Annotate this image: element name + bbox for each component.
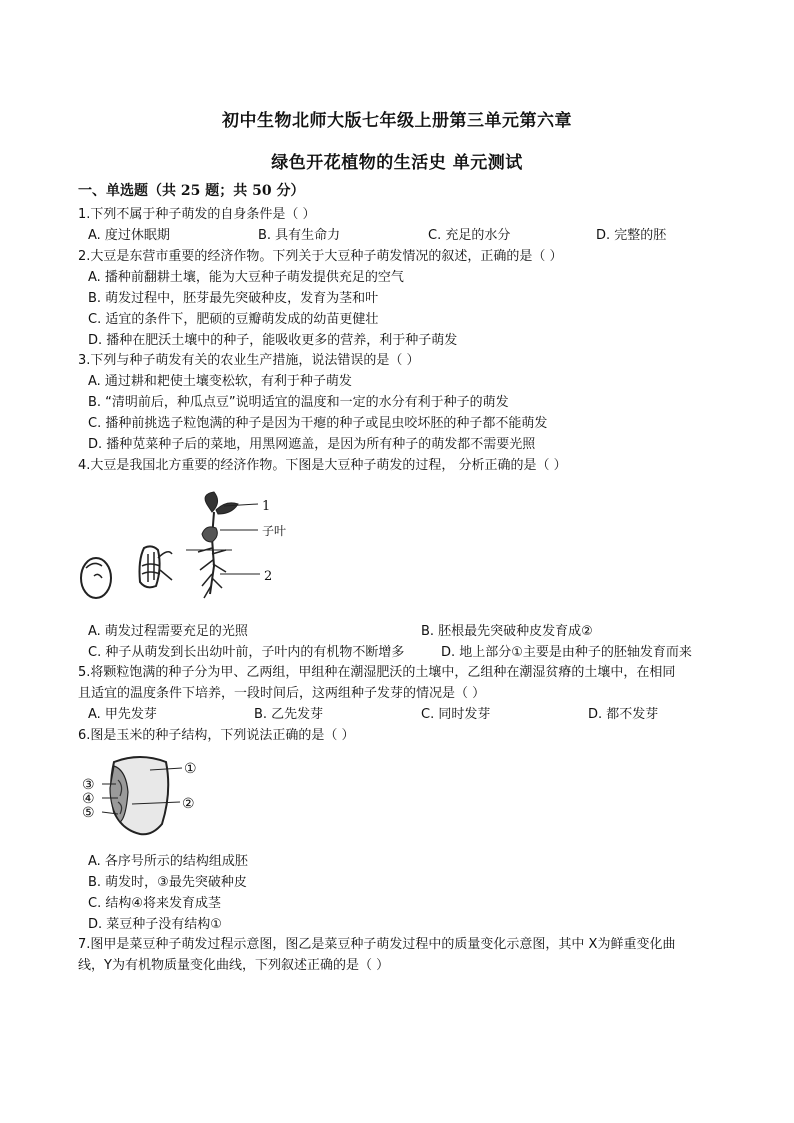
q4-option-b: B. 胚根最先突破种皮发育成② — [421, 624, 593, 639]
q3-option-c: C. 播种前挑选子粒饱满的种子是因为干瘪的种子或昆虫咬坏胚的种子都不能萌发 — [88, 416, 548, 431]
q1-option-c: C. 充足的水分 — [428, 228, 511, 243]
question-7-stem-line1: 7.图甲是菜豆种子萌发过程示意图，图乙是菜豆种子萌发过程中的质量变化示意图，其中 X为鲜重变化曲 — [78, 937, 676, 952]
q1-option-b: B. 具有生命力 — [258, 228, 341, 243]
question-5-stem-line2: 且适宜的温度条件下培养，一段时间后，这两组种子发芽的情况是（ ） — [78, 686, 486, 701]
question-2-stem: 2.大豆是东营市重要的经济作物。下列关于大豆种子萌发情况的叙述，正确的是（ ） — [78, 249, 563, 264]
q1-option-d: D. 完整的胚 — [596, 228, 667, 243]
section-heading: 一、单选题（共 25 题；共 50 分） — [78, 183, 305, 199]
q1-option-a: A. 度过休眠期 — [88, 228, 170, 243]
question-1-stem: 1.下列不属于种子萌发的自身条件是（ ） — [78, 207, 316, 222]
q5-option-d: D. 都不发芽 — [588, 707, 659, 722]
q2-option-d: D. 播种在肥沃土壤中的种子，能吸收更多的营养，利于种子萌发 — [88, 333, 458, 348]
soybean-germination-figure — [76, 490, 316, 620]
question-5-stem-line1: 5.将颗粒饱满的种子分为甲、乙两组，甲组种在潮湿肥沃的土壤中，乙组种在潮湿贫瘠的土壤中，在相同 — [78, 665, 676, 680]
corn-label-4: ④ — [82, 791, 95, 807]
q3-option-a: A. 通过耕和耙使土壤变松软，有利于种子萌发 — [88, 374, 352, 389]
figure-label-1: 1 — [262, 499, 271, 514]
q6-option-d: D. 菜豆种子没有结构① — [88, 917, 222, 932]
question-3-stem: 3.下列与种子萌发有关的农业生产措施，说法错误的是（ ） — [78, 353, 420, 368]
corn-seed-figure — [80, 752, 220, 842]
question-6-stem: 6.图是玉米的种子结构，下列说法正确的是（ ） — [78, 728, 355, 743]
q4-option-d: D. 地上部分①主要是由种子的胚轴发育而来 — [441, 645, 692, 660]
q5-option-a: A. 甲先发芽 — [88, 707, 157, 722]
document-title: 初中生物北师大版七年级上册第三单元第六章 — [222, 111, 572, 131]
figure-label-2: 2 — [264, 569, 273, 584]
q6-option-b: B. 萌发时，③最先突破种皮 — [88, 875, 247, 890]
corn-label-2: ② — [182, 796, 195, 812]
q5-option-c: C. 同时发芽 — [421, 707, 491, 722]
corn-label-5: ⑤ — [82, 805, 95, 821]
q4-option-a: A. 萌发过程需要充足的光照 — [88, 624, 248, 639]
q2-option-c: C. 适宜的条件下，肥硕的豆瓣萌发成的幼苗更健壮 — [88, 312, 379, 327]
question-4-stem: 4.大豆是我国北方重要的经济作物。下图是大豆种子萌发的过程， 分析正确的是（ ） — [78, 458, 567, 473]
corn-label-1: ① — [184, 761, 197, 777]
q4-option-c: C. 种子从萌发到长出幼叶前，子叶内的有机物不断增多 — [88, 645, 405, 660]
question-7-stem-line2: 线，Y为有机物质量变化曲线，下列叙述正确的是（ ） — [78, 958, 390, 973]
q3-option-d: D. 播种苋菜种子后的菜地，用黑网遮盖，是因为所有种子的萌发都不需要光照 — [88, 437, 536, 452]
q3-option-b: B. “清明前后，种瓜点豆”说明适宜的温度和一定的水分有利于种子的萌发 — [88, 395, 509, 410]
document-subtitle: 绿色开花植物的生活史 单元测试 — [271, 153, 523, 173]
q2-option-a: A. 播种前翻耕土壤，能为大豆种子萌发提供充足的空气 — [88, 270, 404, 285]
q2-option-b: B. 萌发过程中，胚芽最先突破种皮，发育为茎和叶 — [88, 291, 379, 306]
q6-option-a: A. 各序号所示的结构组成胚 — [88, 854, 248, 869]
corn-label-3: ③ — [82, 777, 95, 793]
q5-option-b: B. 乙先发芽 — [254, 707, 324, 722]
figure-label-cotyledon: 子叶 — [262, 524, 287, 538]
q6-option-c: C. 结构④将来发育成茎 — [88, 896, 221, 911]
